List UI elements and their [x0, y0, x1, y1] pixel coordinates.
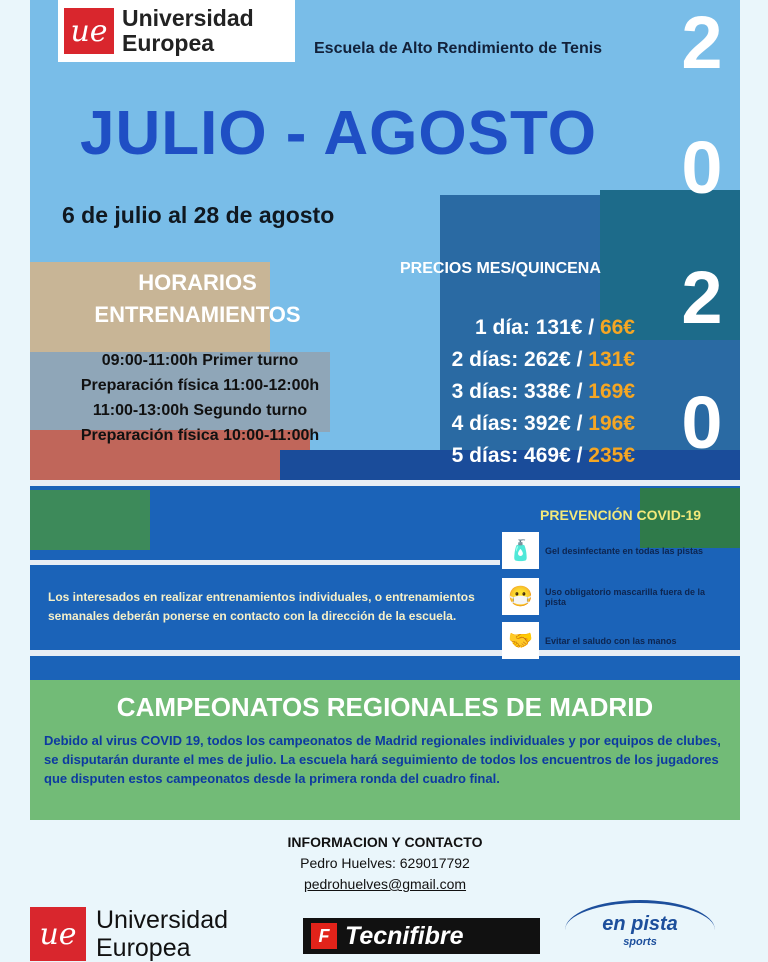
contact-person: Pedro Huelves: 629017792 — [300, 855, 470, 871]
price-separator: / — [576, 348, 583, 371]
covid-item-text: Evitar el saludo con las manos — [545, 635, 677, 646]
enpista-logo — [565, 900, 715, 960]
ue-logo-mark: ue — [30, 907, 86, 961]
price-month: 392€ — [524, 412, 571, 435]
logo-text: Universidad — [122, 5, 254, 31]
price-row — [405, 408, 635, 440]
schedule-list — [50, 348, 350, 448]
date-range: 6 de julio al 28 de agosto — [62, 202, 335, 228]
price-row — [405, 376, 635, 408]
handshake-icon: 🤝 — [502, 622, 539, 659]
year-digit: 2 — [681, 256, 723, 339]
schedule-line: 11:00-13:00h Segundo turno — [92, 402, 308, 419]
price-month: 262€ — [524, 348, 571, 371]
price-half: 131€ — [588, 348, 635, 371]
prices-heading: PRECIOS MES/QUINCENA — [400, 260, 601, 277]
championships-text: Debido al virus COVID 19, todos los campeonatos de Madrid regionales individuales y por equipos de clubes, se disputarán durante el mes de julio. La escuela hará seguimiento de todos los encuentros de los jugadores que disputen estos campeonatos desde la primera ronda del cuadro final. — [44, 733, 721, 786]
court-green — [30, 490, 150, 550]
logo-text: Europea — [122, 30, 215, 56]
price-month: 338€ — [524, 380, 571, 403]
universidad-europea-logo — [58, 0, 295, 62]
price-row — [405, 312, 635, 344]
page-title: JULIO - AGOSTO — [80, 99, 597, 168]
price-days: 5 días: — [451, 444, 519, 467]
schedule-line: Preparación física 10:00-11:00h — [80, 427, 320, 444]
contact-block — [230, 832, 540, 895]
sanitizer-icon: 🧴 — [502, 532, 539, 569]
universidad-europea-logo-footer — [30, 906, 228, 962]
tecnifibre-mark: F — [311, 923, 337, 949]
price-half: 169€ — [588, 380, 635, 403]
prices-list — [405, 312, 635, 472]
ue-logo-mark: ue — [64, 8, 114, 54]
contact-heading: INFORMACION Y CONTACTO — [287, 834, 483, 850]
covid-item — [502, 622, 727, 659]
championships-heading: CAMPEONATOS REGIONALES DE MADRID — [116, 692, 654, 722]
covid-item — [502, 532, 727, 569]
logo-text: Europea — [96, 934, 191, 962]
schedule-line: Preparación física 11:00-12:00h — [80, 377, 320, 394]
covid-heading: PREVENCIÓN COVID-19 — [540, 507, 702, 523]
price-separator: / — [576, 380, 583, 403]
tecnifibre-logo — [303, 918, 540, 954]
year-digit: 0 — [681, 381, 723, 464]
court-line — [30, 560, 500, 565]
price-days: 1 día: — [475, 316, 530, 339]
price-half: 235€ — [588, 444, 635, 467]
logo-text: Universidad — [96, 906, 229, 934]
tecnifibre-text: Tecnifibre — [345, 921, 464, 950]
price-days: 4 días: — [451, 412, 519, 435]
mask-person-icon: 😷 — [502, 578, 539, 615]
year-digit: 2 — [681, 1, 723, 84]
price-separator: / — [576, 444, 583, 467]
covid-item-text: Gel desinfectante en todas las pistas — [545, 545, 704, 556]
info-text: Los interesados en realizar entrenamientos individuales, o entrenamientos semanales deberán ponerse en contacto con la dirección de la escuela. — [48, 590, 475, 623]
price-separator: / — [588, 316, 595, 339]
enpista-subtext: sports — [623, 936, 657, 948]
year-digit: 0 — [681, 126, 723, 209]
price-row — [405, 440, 635, 472]
covid-item-text: Uso obligatorio mascarilla fuera de la pista — [545, 586, 706, 607]
school-name: Escuela de Alto Rendimiento de Tenis — [314, 40, 603, 57]
price-row — [405, 344, 635, 376]
price-month: 469€ — [524, 444, 571, 467]
schedule-heading — [60, 267, 335, 331]
price-month: 131€ — [535, 316, 583, 339]
price-half: 196€ — [588, 412, 635, 435]
enpista-text: en pista — [602, 913, 678, 935]
court-line — [30, 480, 740, 486]
price-days: 2 días: — [451, 348, 519, 371]
heading-line: HORARIOS — [138, 270, 257, 295]
price-days: 3 días: — [451, 380, 519, 403]
contact-email-link[interactable]: pedrohuelves@gmail.com — [303, 876, 467, 892]
heading-line: ENTRENAMIENTOS — [94, 302, 301, 327]
covid-item — [502, 578, 727, 615]
schedule-line: 09:00-11:00h Primer turno — [101, 352, 299, 369]
price-separator: / — [576, 412, 583, 435]
price-half: 66€ — [599, 316, 635, 339]
